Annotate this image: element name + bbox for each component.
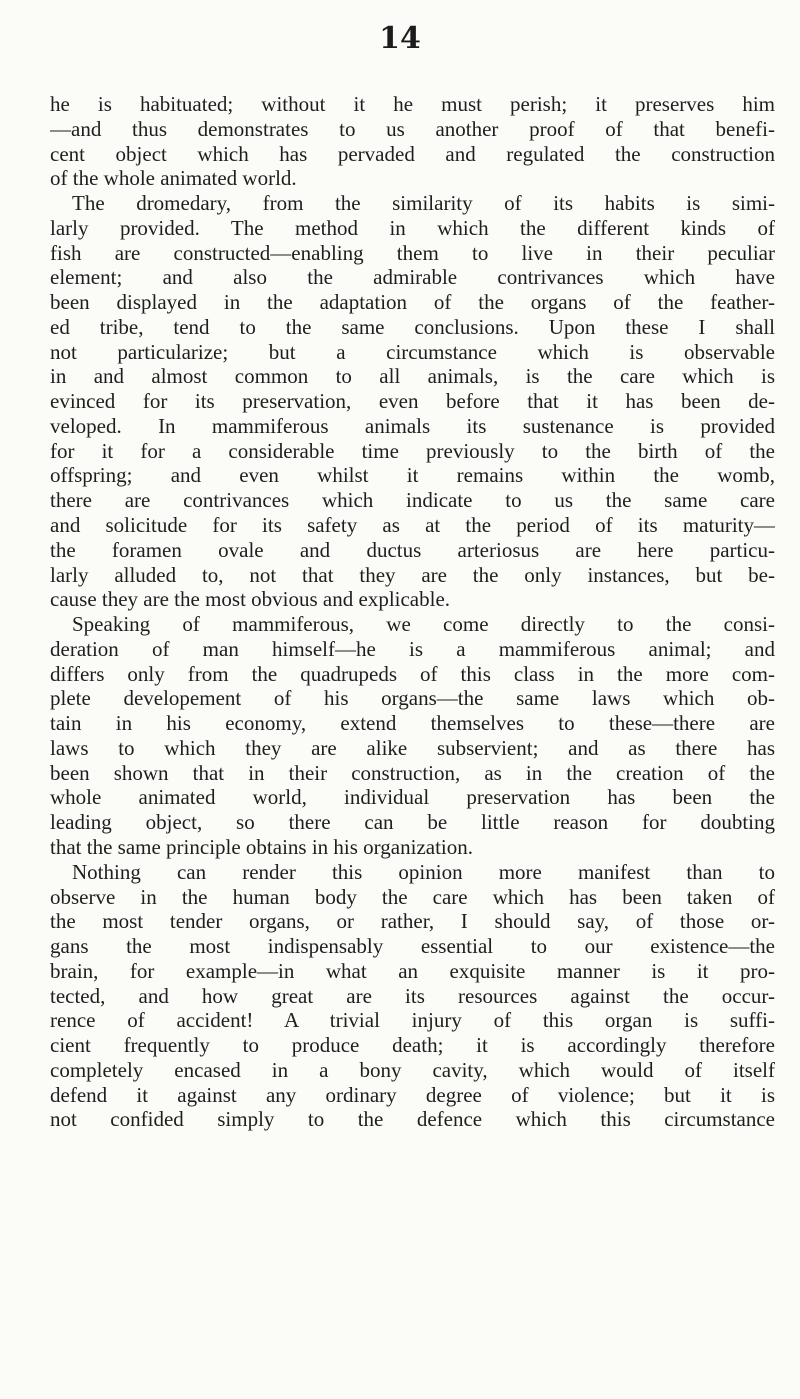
text-line: veloped. In mammiferous animals its sustenance is provided (50, 413, 775, 438)
text-line: not confided simply to the defence which this circumstance (50, 1107, 775, 1132)
text-line: ed tribe, tend to the same conclusions. Upon these I shall (50, 314, 775, 339)
text-line: element; and also the admirable contrivances which have (50, 265, 775, 290)
text-line: cent object which has pervaded and regulated the construction (50, 141, 775, 166)
text-line: there are contrivances which indicate to us the same care (50, 488, 775, 513)
page-number: 14 (379, 21, 421, 56)
text-line: tected, and how great are its resources against the occur- (50, 983, 775, 1008)
text-line: brain, for example—in what an exquisite manner is it pro- (50, 958, 775, 983)
text-line: rence of accident! A trivial injury of this organ is suffi- (50, 1008, 775, 1033)
text-line: been shown that in their construction, as in the creation of the (50, 760, 775, 785)
text-line: leading object, so there can be little reason for doubting (50, 810, 775, 835)
text-line: not particularize; but a circumstance which is observable (50, 339, 775, 364)
text-line: been displayed in the adaptation of the organs of the feather- (50, 290, 775, 315)
text-line: the most tender organs, or rather, I should say, of those or- (50, 909, 775, 934)
text-line: for it for a considerable time previously to the birth of the (50, 438, 775, 463)
text-line: in and almost common to all animals, is the care which is (50, 364, 775, 389)
text-line: observe in the human body the care which has been taken of (50, 884, 775, 909)
text-line: Speaking of mammiferous, we come directly to the consi- (72, 612, 775, 637)
text-line: —and thus demonstrates to us another proof of that benefi- (50, 116, 775, 141)
text-line: defend it against any ordinary degree of violence; but it is (50, 1082, 775, 1107)
text-line: of the whole animated world. (50, 166, 297, 191)
text-line: whole animated world, individual preservation has been the (50, 785, 775, 810)
text-line: differs only from the quadrupeds of this class in the more com- (50, 661, 775, 686)
text-line: laws to which they are alike subservient; and as there has (50, 735, 775, 760)
body-text (50, 92, 775, 1132)
text-line: cause they are the most obvious and explicable. (50, 587, 451, 612)
text-line: completely encased in a bony cavity, which would of itself (50, 1057, 775, 1082)
text-line: larly alluded to, not that they are the only instances, but be- (50, 562, 775, 587)
text-line: the foramen ovale and ductus arteriosus are here particu- (50, 537, 775, 562)
text-line: Nothing can render this opinion more manifest than to (72, 859, 775, 884)
text-line: larly provided. The method in which the different kinds of (50, 215, 775, 240)
text-line: fish are constructed—enabling them to live in their peculiar (50, 240, 775, 265)
text-line: he is habituated; without it he must perish; it preserves him (50, 92, 775, 116)
text-line: evinced for its preservation, even before that it has been de- (50, 389, 775, 414)
text-line: The dromedary, from the similarity of its habits is simi- (72, 191, 775, 216)
text-line: offspring; and even whilst it remains within the womb, (50, 463, 775, 488)
text-line: that the same principle obtains in his organization. (50, 834, 474, 859)
text-line: cient frequently to produce death; it is accordingly therefore (50, 1033, 775, 1058)
text-line: tain in his economy, extend themselves to these—there are (50, 711, 775, 736)
text-line: gans the most indispensably essential to our existence—the (50, 934, 775, 959)
text-line: and solicitude for its safety as at the period of its maturity— (50, 513, 775, 538)
text-line: plete developement of his organs—the same laws which ob- (50, 686, 775, 711)
text-line: deration of man himself—he is a mammiferous animal; and (50, 636, 775, 661)
